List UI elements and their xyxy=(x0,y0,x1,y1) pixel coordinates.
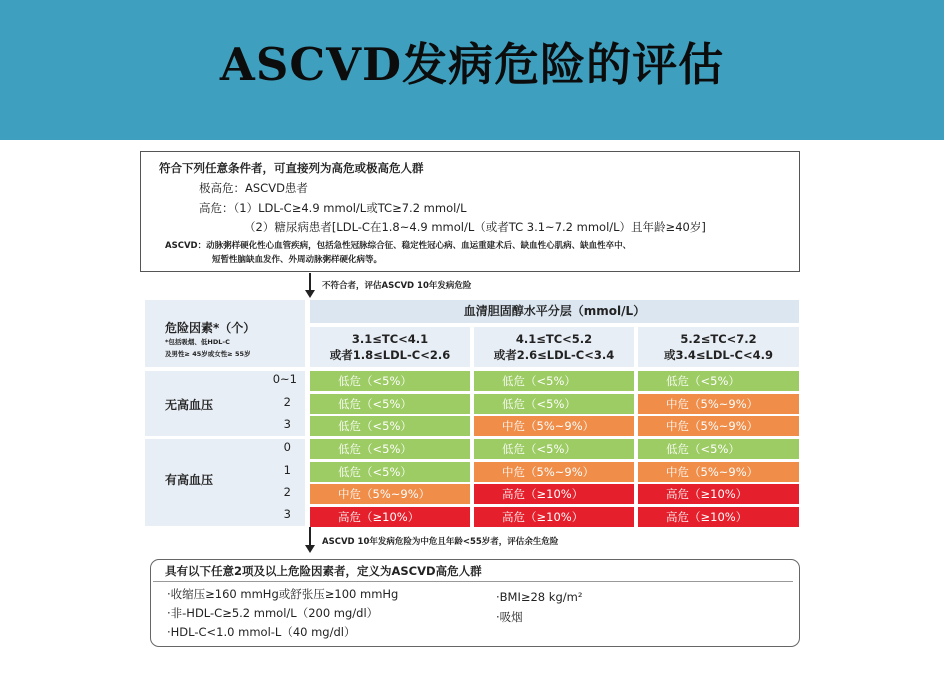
arrow-note-2: ASCVD 10年发病危险为中危且年龄<55岁者，评估余生危险 xyxy=(322,537,559,547)
risk-cell-low: 低危（<5%） xyxy=(638,439,799,459)
arrow-note-1: 不符合者，评估ASCVD 10年发病危险 xyxy=(322,281,472,291)
column-header-3-line2: 或3.4≤LDL-C<4.9 xyxy=(664,348,773,362)
column-header-1 xyxy=(310,327,470,367)
ascvd-definition-1: ASCVD：动脉粥样硬化性心血管疾病，包括急性冠脉综合征、稳定性冠心病、血运重建术后、缺血性心肌病、缺血性卒中、 xyxy=(165,241,632,251)
column-header-2 xyxy=(474,327,634,367)
direct-criteria-box xyxy=(140,151,800,272)
risk-factor-item: ·HDL-C<1.0 mmol-L（40 mg/dl） xyxy=(167,625,356,639)
risk-factor-count: 2 xyxy=(283,395,291,409)
arrow-head-icon xyxy=(305,545,315,553)
risk-factor-count: 2 xyxy=(283,485,291,499)
lifetime-risk-box xyxy=(150,559,800,647)
risk-factor-count: 0~1 xyxy=(272,372,297,386)
high-risk-criteria-2: （2）糖尿病患者[LDL-C在1.8~4.9 mmol/L（或者TC 3.1~7.2 mmol/L）且年龄≥40岁] xyxy=(244,220,706,234)
risk-cell-mid: 中危（5%~9%） xyxy=(638,416,799,436)
risk-matrix xyxy=(145,300,799,526)
risk-cell-mid: 中危（5%~9%） xyxy=(638,394,799,414)
risk-cell-low: 低危（<5%） xyxy=(638,371,799,391)
risk-factor-count: 0 xyxy=(283,440,291,454)
group-label: 无高血压 xyxy=(165,398,214,412)
risk-cell-mid: 中危（5%~9%） xyxy=(474,462,634,482)
risk-factor-count: 3 xyxy=(283,507,291,521)
risk-factor-note-1: *包括吸烟、低HDL-C xyxy=(165,338,230,346)
arrow-down-icon xyxy=(309,527,311,547)
column-header-2-line2: 或者2.6≤LDL-C<3.4 xyxy=(493,348,615,362)
risk-cell-low: 低危（<5%） xyxy=(474,371,634,391)
risk-factor-item: ·非-HDL-C≥5.2 mmol/L（200 mg/dl） xyxy=(167,606,379,620)
column-header-2-line1: 4.1≤TC<5.2 xyxy=(515,332,593,346)
arrow-head-icon xyxy=(305,290,315,298)
risk-factor-note-2: 及男性≥ 45岁或女性≥ 55岁 xyxy=(165,350,251,358)
high-risk-criteria-1: 高危：（1）LDL-C≥4.9 mmol/L或TC≥7.2 mmol/L xyxy=(199,201,467,215)
risk-cell-mid: 中危（5%~9%） xyxy=(474,416,634,436)
lifetime-risk-title: 具有以下任意2项及以上危险因素者，定义为ASCVD高危人群 xyxy=(165,564,482,578)
risk-cell-high: 高危（≥10%） xyxy=(474,484,634,504)
column-header-3-line1: 5.2≤TC<7.2 xyxy=(680,332,757,346)
risk-cell-low: 低危（<5%） xyxy=(474,439,634,459)
risk-cell-high: 高危（≥10%） xyxy=(638,484,799,504)
direct-criteria-intro: 符合下列任意条件者，可直接列为高危或极高危人群 xyxy=(159,161,424,175)
slide-title: ASCVD发病危险的评估 xyxy=(219,38,725,91)
risk-cell-low: 低危（<5%） xyxy=(310,416,470,436)
very-high-risk-criteria: 极高危：ASCVD患者 xyxy=(199,181,308,195)
risk-cell-low: 低危（<5%） xyxy=(474,394,634,414)
group-hypertension xyxy=(145,439,305,526)
column-header-1-line2: 或者1.8≤LDL-C<2.6 xyxy=(329,348,451,362)
risk-factor-item: ·吸烟 xyxy=(496,610,523,624)
risk-factor-item: ·BMI≥28 kg/m² xyxy=(496,590,583,604)
risk-cell-mid: 中危（5%~9%） xyxy=(310,484,470,504)
risk-cell-low: 低危（<5%） xyxy=(310,462,470,482)
risk-cell-low: 低危（<5%） xyxy=(310,439,470,459)
cholesterol-header: 血清胆固醇水平分层（mmol/L） xyxy=(310,300,799,323)
risk-factor-item: ·收缩压≥160 mmHg或舒张压≥100 mmHg xyxy=(167,587,399,601)
risk-cell-high: 高危（≥10%） xyxy=(310,507,470,527)
ascvd-definition-2: 短暂性脑缺血发作、外周动脉粥样硬化病等。 xyxy=(212,255,383,265)
group-label: 有高血压 xyxy=(165,473,214,487)
group-no-hypertension xyxy=(145,371,305,436)
risk-factor-count: 1 xyxy=(283,463,291,477)
risk-factor-title: 危险因素*（个） xyxy=(165,321,256,335)
column-header-1-line1: 3.1≤TC<4.1 xyxy=(351,332,429,346)
column-header-3 xyxy=(638,327,799,367)
divider xyxy=(153,581,793,582)
risk-cell-mid: 中危（5%~9%） xyxy=(638,462,799,482)
risk-factor-count: 3 xyxy=(283,417,291,431)
risk-cell-high: 高危（≥10%） xyxy=(638,507,799,527)
risk-factor-header xyxy=(145,300,305,367)
risk-cell-low: 低危（<5%） xyxy=(310,394,470,414)
risk-cell-low: 低危（<5%） xyxy=(310,371,470,391)
risk-cell-high: 高危（≥10%） xyxy=(474,507,634,527)
